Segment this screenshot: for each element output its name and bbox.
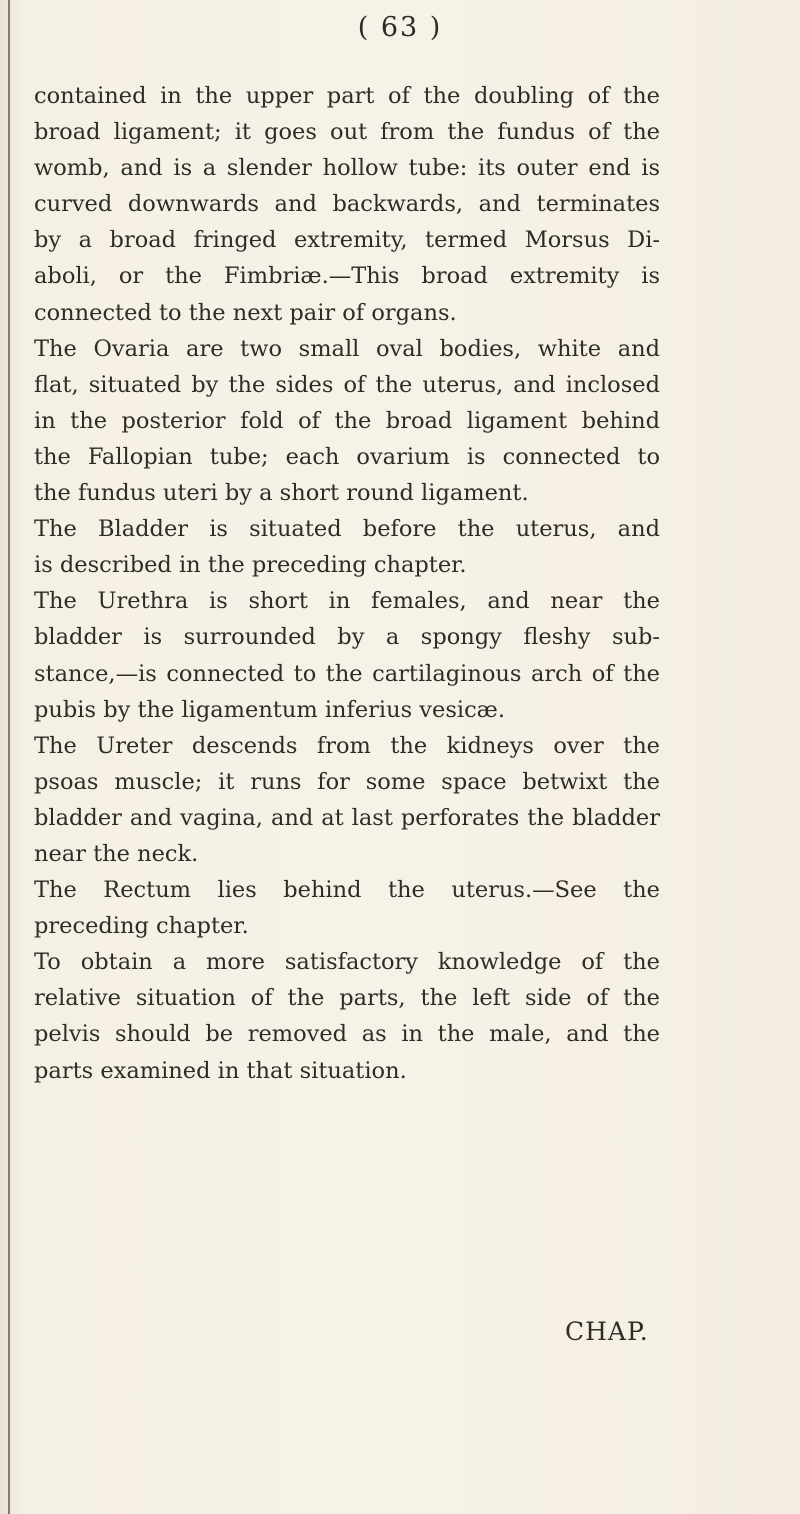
text-line: curved downwards and backwards, and terminates xyxy=(34,191,660,218)
text-line: preceding chapter. xyxy=(34,913,249,940)
text-line: The Ureter descends from the kidneys over the xyxy=(34,732,660,759)
text-line: The Bladder is situated before the uterus, and xyxy=(34,516,660,543)
text-line: To obtain a more satisfactory knowledge of the xyxy=(34,949,660,976)
text-line: pubis by the ligamentum inferius vesicæ. xyxy=(34,696,505,723)
text-line: bladder is surrounded by a spongy fleshy sub- xyxy=(34,624,660,651)
text-line: The Rectum lies behind the uterus.—See the xyxy=(34,877,660,904)
text-line: womb, and is a slender hollow tube: its outer end is xyxy=(34,155,660,182)
text-line: flat, situated by the sides of the uterus, and inclosed xyxy=(34,371,660,398)
text-line: bladder and vagina, and at last perforates the bladder xyxy=(34,804,660,831)
text-line: connected to the next pair of organs. xyxy=(34,299,457,326)
text-line: psoas muscle; it runs for some space betwixt the xyxy=(34,768,660,795)
catchword: CHAP. xyxy=(565,1317,649,1346)
text-line: broad ligament; it goes out from the fundus of the xyxy=(34,119,660,146)
body-text xyxy=(34,78,660,1089)
text-line: The Ovaria are two small oval bodies, white and xyxy=(34,335,660,362)
page-number: ( 63 ) xyxy=(357,12,443,43)
text-line: stance,—is connected to the cartilaginous arch of the xyxy=(34,660,660,687)
text-line: pelvis should be removed as in the male, and the xyxy=(34,1021,660,1048)
text-line: parts examined in that situation. xyxy=(34,1057,407,1084)
text-line: aboli, or the Fimbriæ.—This broad extremity is xyxy=(34,263,660,290)
text-line: by a broad fringed extremity, termed Morsus Di- xyxy=(34,227,660,254)
text-line: the fundus uteri by a short round ligament. xyxy=(34,480,529,507)
binding-edge xyxy=(8,0,10,1514)
text-line: relative situation of the parts, the left side of the xyxy=(34,985,660,1012)
text-line: the Fallopian tube; each ovarium is connected to xyxy=(34,443,660,470)
text-line: contained in the upper part of the doubling of the xyxy=(34,83,660,109)
text-line: The Urethra is short in females, and near the xyxy=(34,588,660,615)
text-line: near the neck. xyxy=(34,840,199,867)
text-line: is described in the preceding chapter. xyxy=(34,552,467,579)
text-line: in the posterior fold of the broad ligament behind xyxy=(34,407,660,434)
